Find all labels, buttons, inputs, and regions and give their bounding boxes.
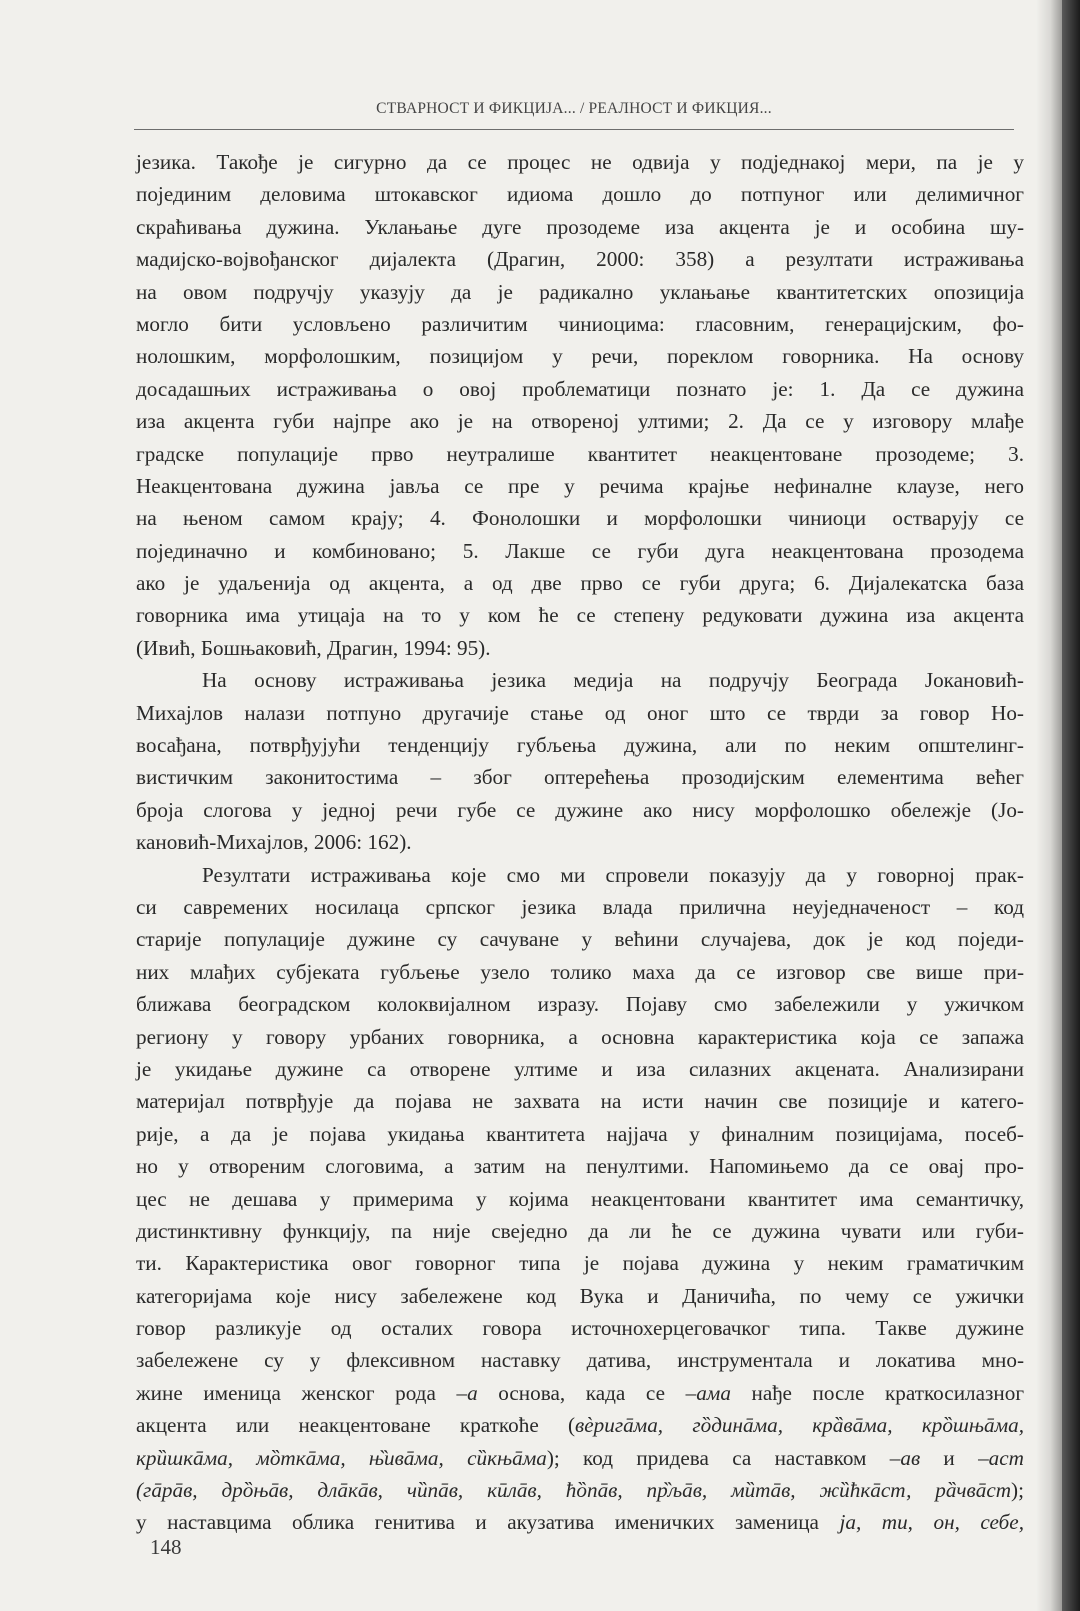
text-line: је укидање дужине са отворене ултиме и иза силазних акцената. Анализирани (136, 1056, 1024, 1081)
italic-suffix: –ав (889, 1445, 921, 1470)
text-line: но у отвореним слоговима, а затим на пенултими. Напомињемо да се овај про- (136, 1154, 1024, 1179)
text-run: ); код придева са наставком (546, 1445, 890, 1470)
text-line-examples (136, 1442, 1024, 1474)
text-line: них млађих субјеката губљење узело толико маха да се изговор све више при- (136, 959, 1024, 984)
text-line: ако је удаљенија од акцента, а од две прво се губи друга; 6. Дијалекатска база (136, 571, 1024, 596)
paragraph-2 (136, 664, 1024, 858)
text-line: цес не дешава у примерима у којима неакцентовани квантитет има семантичку, (136, 1186, 1024, 1211)
text-line: Резултати истраживања које смо ми спровели показују да у говорној прак- (202, 862, 1024, 887)
text-line-adjectives (136, 1474, 1024, 1506)
text-run: и (920, 1445, 979, 1470)
text-run: акцента или неакцентоване краткоће ( (136, 1413, 576, 1438)
text-line: рије, а да је појава укидања квантитета најјача у финалним позицијама, посеб- (136, 1121, 1024, 1146)
italic-suffix: –ама (685, 1380, 731, 1405)
text-run: жине именица женског рода (136, 1380, 457, 1405)
text-line: си савремених носилаца српског језика влада прилична неуједначеност – код (136, 894, 1024, 919)
text-line: ближава београдском колоквијалном изразу. Појаву смо забележили у ужичком (136, 992, 1024, 1017)
text-run: основа, када се (477, 1380, 686, 1405)
italic-pronouns: ја, ти, он, себе, (839, 1510, 1025, 1535)
text-line: мадијско-војвођанског дијалекта (Драгин, 2000: 358) а резултати истраживања (136, 247, 1024, 272)
book-spine-shadow (1062, 0, 1080, 1611)
text-line: материјал потврђује да појава не захвата на исти начин све позиције и катего- (136, 1089, 1024, 1114)
text-line: појединим деловима штокавског идиома дошло до потпуног или делимичног (136, 182, 1024, 207)
running-header: СТВАРНОСТ И ФИКЦИЈА... / РЕАЛНОСТ И ФИКЦИЯ... (376, 100, 772, 117)
italic-suffix: –а (456, 1380, 478, 1405)
paragraph-1 (136, 146, 1024, 664)
text-line: језика. Такође је сигурно да се процес не одвија у подједнакој мери, па је у (136, 150, 1024, 174)
text-line: региону у говору урбаних говорника, а основна карактеристика која се запажа (136, 1024, 1024, 1049)
text-line: говор разликује од осталих говора источнохерцеговачког типа. Такве дужине (136, 1316, 1024, 1341)
text-line: нолошким, морфолошким, позицијом у речи, пореклом говорника. На основу (136, 344, 1024, 369)
text-line: дистинктивну функцију, па није свеједно да ли ће се дужина чувати или губи- (136, 1218, 1024, 1243)
text-line-genitive (136, 1377, 1024, 1409)
text-run: ); (1011, 1478, 1024, 1503)
text-line: појединачно и комбиновано; 5. Лакше се губи дуга неакцентована прозодема (136, 538, 1024, 563)
text-line-accent (136, 1409, 1024, 1441)
text-line: на овом подручју указују да је радикално уклањање квантитетских опозиција (136, 279, 1024, 304)
text-line: Неакцентована дужина јавља се пре у речима крајње нефиналне клаузе, него (136, 473, 1024, 498)
italic-examples: вѐригāма, гȍдинāма, крȁвāма, крȍшњāма, (575, 1413, 1025, 1438)
text-line: градске популације прво неутралише квантитет неакцентоване прозодеме; 3. (136, 441, 1024, 466)
text-line: (Ивић, Бошњаковић, Драгин, 1994: 95). (136, 635, 491, 660)
text-run: у наставцима облика генитива и акузатива именичких заменица (136, 1510, 840, 1535)
text-line: скраћивања дужина. Уклањање дуге прозодеме иза акцента је и особина шу- (136, 214, 1024, 239)
body-text (136, 146, 1024, 1539)
text-line-pronouns (136, 1506, 1024, 1538)
text-line: Михајлов налази потпуно другачије стање од оног што се тврди за говор Но- (136, 700, 1024, 725)
italic-examples: (гāрāв, дрȍњāв, длāкāв, чȕпāв, кӣлāв, ћȍпāв, пр̏љāв, мȕтāв, жȕћкāст, рȁчвāст (136, 1478, 1012, 1503)
text-line: говорника има утицаја на то у ком ће се степену редуковати дужина иза акцента (136, 603, 1024, 628)
text-line: ти. Карактеристика овог говорног типа је појава дужина у неким граматичким (136, 1251, 1024, 1276)
text-line: иза акцента губи најпре ако је на отвореној ултими; 2. Да се у изговору млађе (136, 409, 1024, 434)
text-run: нађе после краткосилазног (730, 1380, 1025, 1405)
header-rule (134, 129, 1014, 130)
text-line: броја слогова у једној речи губе се дужине ако нису морфолошко обележје (Јо- (136, 797, 1024, 822)
text-line: На основу истраживања језика медија на подручју Београда Јокановић- (202, 668, 1024, 693)
text-line: старије популације дужине су сачуване у већини случајева, док је код поједи- (136, 927, 1024, 952)
text-line: категоријама које нису забележене код Вука и Даничића, по чему се ужички (136, 1283, 1024, 1308)
text-line: на њеном самом крају; 4. Фонолошки и морфолошки чиниоци остварују се (136, 506, 1024, 531)
paragraph-3 (136, 859, 1024, 1539)
text-line: досадашњих истраживања о овој проблематици познато је: 1. Да се дужина (136, 376, 1024, 401)
italic-suffix: –аст (978, 1445, 1024, 1470)
text-line: забележене су у флексивном наставку датива, инструментала и локатива мно- (136, 1348, 1024, 1373)
page-number: 148 (150, 1535, 182, 1559)
text-line: кановић-Михајлов, 2006: 162). (136, 830, 412, 855)
text-line: вистичким законитостима – због оптерећења прозодијским елементима већег (136, 765, 1024, 790)
italic-examples: крȕшкāма, мȍткāма, њ̏ивāма, сȕкњāма (136, 1445, 547, 1470)
text-line: восађана, потврђујући тенденцију губљења дужина, али по неким општелинг- (136, 733, 1024, 758)
text-line: могло бити условљено различитим чиниоцима: гласовним, генерацијским, фо- (136, 311, 1024, 336)
